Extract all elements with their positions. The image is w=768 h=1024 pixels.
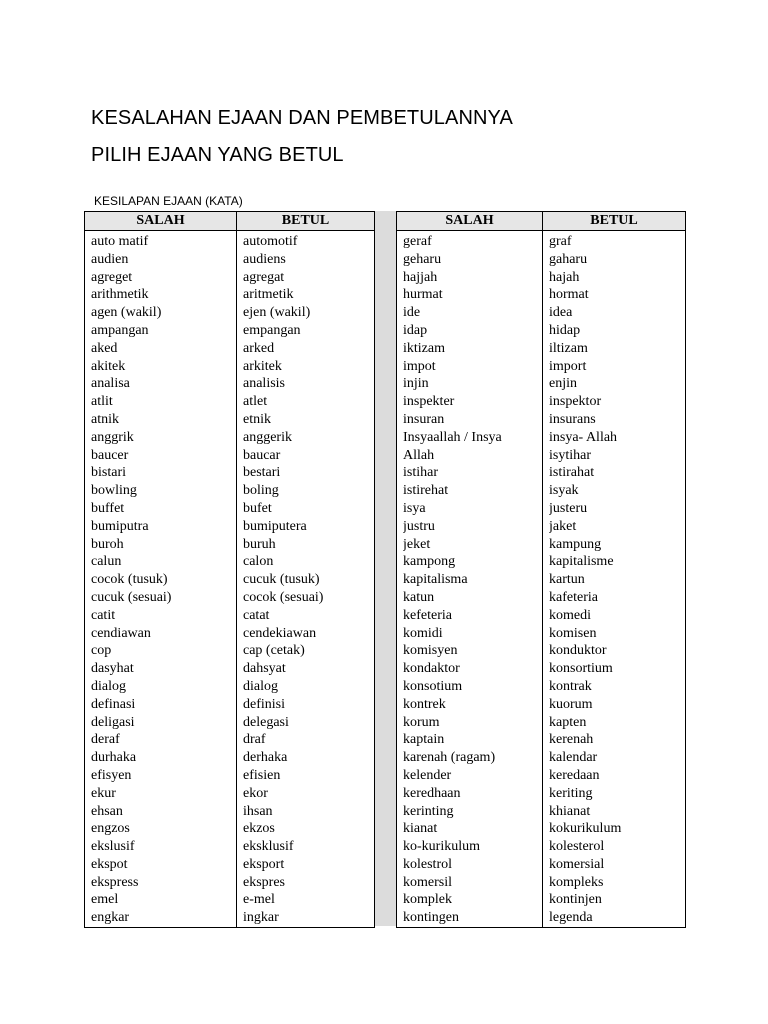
word-entry: hidap	[549, 322, 581, 338]
section-label: KESILAPAN EJAAN (KATA)	[94, 194, 243, 208]
word-entry: buroh	[91, 536, 124, 552]
word-entry: bowling	[91, 483, 137, 499]
word-entry: kontingen	[403, 910, 459, 926]
word-entry: Insyaallah / Insya	[403, 429, 502, 445]
word-entry: keredhaan	[403, 785, 461, 801]
table-body-row	[85, 231, 375, 928]
word-entry: efisyen	[91, 767, 132, 783]
word-entry: isyak	[549, 483, 579, 499]
word-entry: idea	[549, 305, 573, 321]
word-entry: keriting	[549, 785, 593, 801]
word-entry: komersial	[549, 856, 605, 872]
word-entry: hajjah	[403, 269, 438, 285]
word-entry: arithmetik	[91, 287, 149, 303]
table-body-row	[397, 231, 686, 928]
word-entry: kompleks	[549, 874, 604, 890]
word-entry: buruh	[243, 536, 276, 552]
word-entry: atlet	[243, 394, 268, 410]
word-entry: kafeteria	[549, 589, 598, 605]
word-entry: arked	[243, 340, 275, 356]
word-entry: ekur	[91, 785, 116, 801]
word-entry: audien	[91, 251, 129, 267]
word-entry: konsotium	[403, 678, 463, 694]
word-entry: emel	[91, 892, 119, 908]
word-entry: jeket	[403, 536, 431, 552]
word-entry: komplek	[403, 892, 452, 908]
word-entry: inspektor	[549, 394, 602, 410]
word-entry: deraf	[91, 732, 120, 748]
word-entry: agen (wakil)	[91, 305, 162, 321]
word-entry: akitek	[91, 358, 126, 374]
word-entry: dahsyat	[243, 661, 286, 677]
word-entry: Allah	[403, 447, 435, 463]
word-entry: ejen (wakil)	[243, 305, 311, 321]
word-entry: bumiputra	[91, 518, 149, 534]
word-entry: audiens	[243, 251, 286, 267]
word-entry: komisen	[549, 625, 597, 641]
word-entry: anggrik	[91, 429, 134, 445]
word-entry: derhaka	[243, 750, 288, 766]
word-entry: auto matif	[91, 234, 149, 249]
word-entry: bufet	[243, 500, 272, 516]
word-entry: catat	[243, 607, 270, 623]
word-entry: ekspress	[91, 874, 139, 890]
word-entry: geharu	[403, 251, 442, 267]
word-entry: draf	[243, 732, 266, 748]
betul-column	[237, 231, 375, 928]
word-entry: cucuk (tusuk)	[243, 572, 320, 588]
header-betul: BETUL	[543, 212, 686, 231]
word-entry: engkar	[91, 910, 130, 926]
word-entry: hurmat	[403, 287, 443, 303]
word-entry: insya- Allah	[549, 429, 618, 445]
word-entry: ko-kurikulum	[403, 839, 480, 855]
word-entry: definisi	[243, 696, 285, 712]
header-betul: BETUL	[237, 212, 375, 231]
word-entry: kontrek	[403, 696, 446, 712]
word-entry: bestari	[243, 465, 281, 481]
word-entry: kapitalisme	[549, 554, 614, 570]
salah-column	[397, 231, 543, 928]
word-entry: graf	[549, 234, 572, 249]
word-entry: eksklusif	[243, 839, 294, 855]
word-entry: dialog	[91, 678, 126, 694]
word-entry: hormat	[549, 287, 589, 303]
word-entry: bistari	[91, 465, 126, 481]
word-entry: iltizam	[549, 340, 588, 356]
word-entry: buffet	[91, 500, 125, 516]
word-entry: automotif	[243, 234, 298, 249]
salah-column	[85, 231, 237, 928]
word-entry: ehsan	[91, 803, 123, 819]
word-entry: konsortium	[549, 661, 613, 677]
word-entry: atlit	[91, 394, 113, 410]
word-entry: kalendar	[549, 750, 598, 766]
word-entry: calon	[243, 554, 274, 570]
word-entry: injin	[403, 376, 429, 392]
word-entry: atnik	[91, 411, 119, 427]
word-entry: istihar	[403, 465, 438, 481]
word-entry: engzos	[91, 821, 130, 837]
word-entry: kampung	[549, 536, 602, 552]
word-entry: legenda	[549, 910, 593, 926]
word-entry: jaket	[549, 518, 577, 534]
word-entry: justeru	[549, 500, 588, 516]
word-entry: komersil	[403, 874, 452, 890]
word-entry: cucuk (sesuai)	[91, 589, 172, 605]
table-separator	[374, 211, 396, 926]
word-entry: kerenah	[549, 732, 594, 748]
word-entry: etnik	[243, 411, 271, 427]
word-entry: e-mel	[243, 892, 275, 908]
word-entry: istirehat	[403, 483, 449, 499]
word-entry: kondaktor	[403, 661, 460, 677]
word-entry: catit	[91, 607, 116, 623]
word-entry: cop	[91, 643, 112, 659]
word-entry: ekspot	[91, 856, 128, 872]
word-entry: iktizam	[403, 340, 445, 356]
word-entry: cocok (sesuai)	[243, 589, 324, 605]
word-entry: ekspres	[243, 874, 285, 890]
word-entry: kianat	[403, 821, 438, 837]
word-entry: cocok (tusuk)	[91, 572, 168, 588]
word-entry: inspekter	[403, 394, 455, 410]
word-entry: komisyen	[403, 643, 458, 659]
word-entry: konduktor	[549, 643, 607, 659]
table-header-row	[85, 212, 375, 231]
word-entry: istirahat	[549, 465, 595, 481]
word-entry: agreget	[91, 269, 133, 285]
word-entry: anggerik	[243, 429, 292, 445]
word-entry: idap	[403, 322, 428, 338]
word-entry: deligasi	[91, 714, 135, 730]
word-entry: ekslusif	[91, 839, 135, 855]
word-entry: ihsan	[243, 803, 273, 819]
word-entry: komedi	[549, 607, 591, 623]
word-entry: aritmetik	[243, 287, 294, 303]
word-entry: hajah	[549, 269, 580, 285]
word-entry: korum	[403, 714, 440, 730]
word-entry: kelender	[403, 767, 452, 783]
betul-column	[543, 231, 686, 928]
word-entry: cendekiawan	[243, 625, 317, 641]
page-title: KESALAHAN EJAAN DAN PEMBETULANNYA	[91, 107, 513, 129]
word-entry: gaharu	[549, 251, 588, 267]
word-entry: aked	[91, 340, 118, 356]
word-entry: delegasi	[243, 714, 289, 730]
word-entry: baucar	[243, 447, 281, 463]
header-salah: SALAH	[397, 212, 543, 231]
word-entry: analisis	[243, 376, 285, 392]
word-entry: isya	[403, 500, 426, 516]
word-entry: impot	[403, 358, 436, 374]
word-entry: cendiawan	[91, 625, 151, 641]
word-entry: kefeteria	[403, 607, 452, 623]
word-entry: kontrak	[549, 678, 592, 694]
word-entry: cap (cetak)	[243, 643, 305, 659]
word-entry: ekor	[243, 785, 268, 801]
word-entry: dialog	[243, 678, 278, 694]
word-entry: ingkar	[243, 910, 279, 926]
word-entry: kartun	[549, 572, 585, 588]
word-entry: boling	[243, 483, 279, 499]
word-entry: keredaan	[549, 767, 600, 783]
table-header-row	[397, 212, 686, 231]
word-entry: agregat	[243, 269, 285, 285]
header-salah: SALAH	[85, 212, 237, 231]
word-entry: kampong	[403, 554, 456, 570]
word-entry: dasyhat	[91, 661, 134, 677]
word-entry: ampangan	[91, 322, 149, 338]
word-entry: insuran	[403, 411, 445, 427]
word-entry: calun	[91, 554, 122, 570]
word-entry: kerinting	[403, 803, 454, 819]
word-entry: empangan	[243, 322, 301, 338]
word-entry: kokurikulum	[549, 821, 622, 837]
word-entry: eksport	[243, 856, 285, 872]
word-entry: bumiputera	[243, 518, 307, 534]
word-entry: ekzos	[243, 821, 275, 837]
word-entry: kuorum	[549, 696, 593, 712]
word-entry: kaptain	[403, 732, 445, 748]
word-entry: komidi	[403, 625, 443, 641]
word-entry: efisien	[243, 767, 281, 783]
word-entry: katun	[403, 589, 435, 605]
page-subtitle: PILIH EJAAN YANG BETUL	[91, 144, 344, 166]
word-entry: karenah (ragam)	[403, 750, 496, 766]
word-entry: import	[549, 358, 587, 374]
spelling-table-left	[84, 211, 375, 928]
word-entry: justru	[403, 518, 435, 534]
word-entry: baucer	[91, 447, 129, 463]
word-entry: enjin	[549, 376, 577, 392]
word-entry: kapten	[549, 714, 587, 730]
spelling-table-right	[396, 211, 686, 928]
word-entry: analisa	[91, 376, 130, 392]
word-entry: insurans	[549, 411, 596, 427]
word-entry: kontinjen	[549, 892, 602, 908]
word-entry: khianat	[549, 803, 591, 819]
word-entry: durhaka	[91, 750, 137, 766]
word-entry: ide	[403, 305, 421, 321]
word-entry: kolestrol	[403, 856, 452, 872]
word-entry: arkitek	[243, 358, 282, 374]
word-entry: definasi	[91, 696, 136, 712]
word-entry: kapitalisma	[403, 572, 468, 588]
word-entry: kolesterol	[549, 839, 605, 855]
word-entry: geraf	[403, 234, 432, 249]
word-entry: isytihar	[549, 447, 591, 463]
